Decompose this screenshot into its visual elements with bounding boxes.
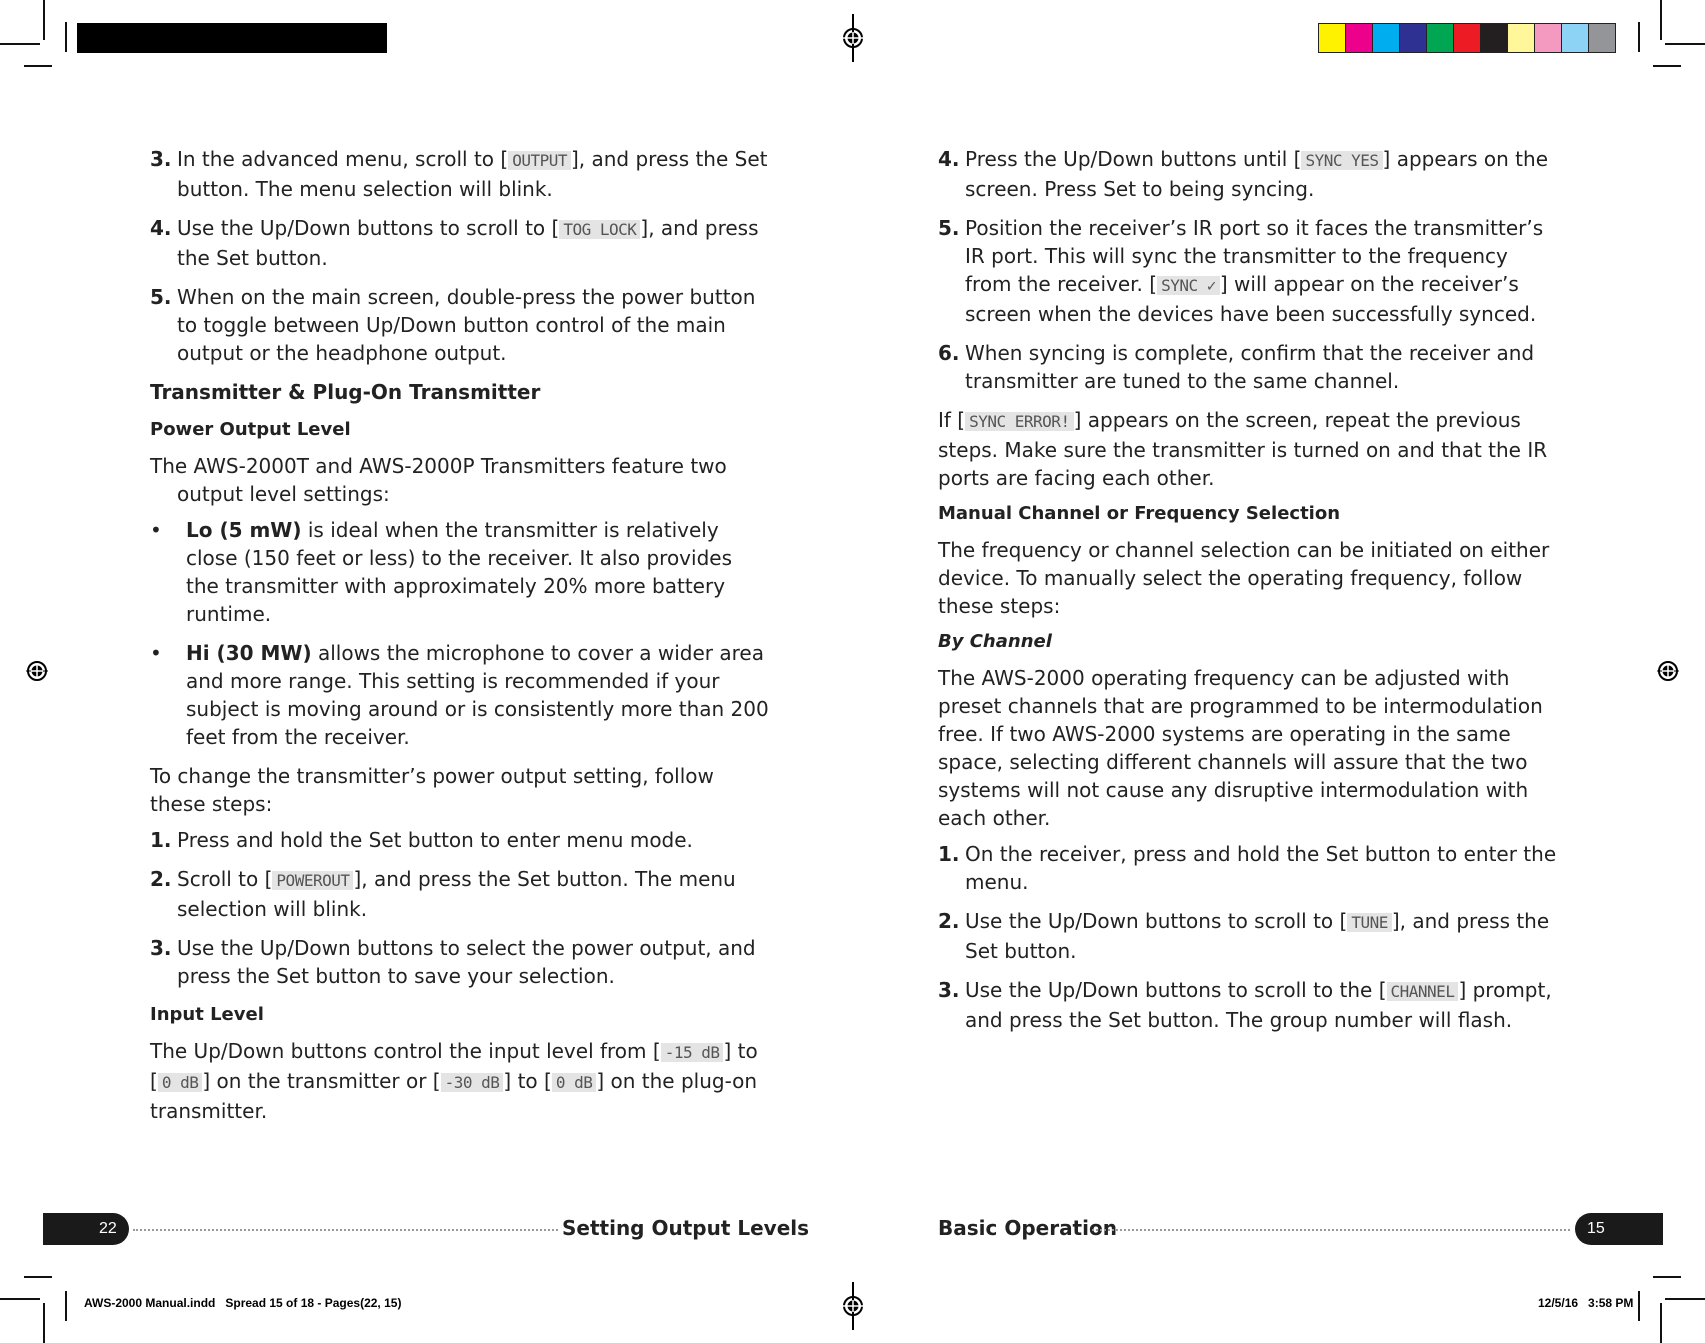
lcd-text: SYNC ✓ bbox=[1157, 276, 1220, 295]
lcd-text: 0 dB bbox=[158, 1073, 203, 1092]
paragraph: The frequency or channel selection can be initiated on either device. To manually select the operating frequency, follow these steps: bbox=[938, 538, 1550, 618]
color-swatch bbox=[1454, 24, 1481, 52]
lcd-text: TUNE bbox=[1347, 913, 1392, 932]
footer-title: Basic Operation bbox=[938, 1216, 1117, 1240]
list-item: 4. Use the Up/Down buttons to scroll to [ TOG LOCK ], and press the Set button. bbox=[150, 216, 759, 270]
paragraph: If [ SYNC ERROR! ] appears on the screen, repeat the previous steps. Make sure the transmitter is turned on and that the IR ports are facing each other. bbox=[938, 408, 1548, 490]
list-item: 1. Press and hold the Set button to enter menu mode. bbox=[150, 828, 693, 852]
crop-mark bbox=[1665, 43, 1705, 45]
crop-mark bbox=[1660, 0, 1662, 40]
subsection-heading: Manual Channel or Frequency Selection bbox=[938, 503, 1341, 524]
lcd-text: -30 dB bbox=[441, 1073, 504, 1092]
color-swatch bbox=[1589, 24, 1615, 52]
crop-mark bbox=[1653, 65, 1681, 67]
footer-title: Setting Output Levels bbox=[562, 1216, 810, 1240]
color-bar bbox=[1318, 23, 1616, 53]
crop-mark bbox=[1665, 1298, 1705, 1300]
lcd-text: 0 dB bbox=[552, 1073, 597, 1092]
color-swatch bbox=[1508, 24, 1535, 52]
crop-mark bbox=[1638, 1291, 1640, 1321]
leader-dots bbox=[1092, 1229, 1570, 1231]
subsection-heading: By Channel bbox=[938, 631, 1052, 652]
leader-dots bbox=[133, 1229, 558, 1231]
lcd-text: TOG LOCK bbox=[559, 220, 640, 239]
registration-mark-icon bbox=[1657, 660, 1679, 682]
paragraph: To change the transmitter’s power output setting, follow these steps: bbox=[150, 764, 714, 816]
registration-mark-icon bbox=[842, 14, 864, 62]
left-page bbox=[150, 145, 770, 1133]
registration-mark-icon bbox=[26, 660, 48, 682]
list-item: 3. In the advanced menu, scroll to [ OUTPUT ], and press the Set button. The menu selection will blink. bbox=[150, 147, 768, 201]
right-page bbox=[938, 145, 1558, 1045]
slug-info: AWS-2000 Manual.indd Spread 15 of 18 - Pages(22, 15) bbox=[84, 1296, 402, 1310]
subsection-heading: Power Output Level bbox=[150, 419, 351, 440]
section-heading: Transmitter & Plug-On Transmitter bbox=[150, 380, 541, 404]
crop-mark bbox=[65, 1291, 67, 1321]
lcd-text: OUTPUT bbox=[508, 151, 571, 170]
paragraph: The AWS-2000T and AWS-2000P Transmitters feature two output level settings: bbox=[150, 454, 727, 506]
color-swatch bbox=[1562, 24, 1589, 52]
list-item: 6. When syncing is complete, confirm that the receiver and transmitter are tuned to the same channel. bbox=[938, 341, 1535, 393]
paragraph: The AWS-2000 operating frequency can be adjusted with preset channels that are programmed to be intermodulation free. If two AWS-2000 systems are operating in the same space, selecting different channels will assure that the two systems will not cause any disruptive intermodulation with each other. bbox=[938, 666, 1543, 830]
color-swatch bbox=[1535, 24, 1562, 52]
color-swatch bbox=[1346, 24, 1373, 52]
lcd-text: -15 dB bbox=[661, 1043, 724, 1062]
lcd-text: SYNC YES bbox=[1301, 151, 1382, 170]
slug-timestamp: 12/5/16 3:58 PM bbox=[1538, 1296, 1634, 1310]
crop-mark bbox=[1660, 1303, 1662, 1343]
subsection-heading: Input Level bbox=[150, 1004, 264, 1025]
crop-mark bbox=[43, 0, 45, 40]
crop-mark bbox=[0, 43, 40, 45]
color-swatch bbox=[1427, 24, 1454, 52]
list-item: 5. When on the main screen, double-press the power button to toggle between Up/Down button control of the main output or the headphone output. bbox=[150, 285, 756, 365]
crop-mark bbox=[65, 22, 67, 52]
list-item: 2. Use the Up/Down buttons to scroll to [ TUNE ], and press the Set button. bbox=[938, 909, 1550, 963]
page-number: 22 bbox=[43, 1213, 129, 1245]
lcd-text: CHANNEL bbox=[1387, 982, 1459, 1001]
crop-mark bbox=[24, 1276, 52, 1278]
page-number: 15 bbox=[1575, 1213, 1663, 1245]
bullet-item: • Lo (5 mW) is ideal when the transmitter is relatively close (150 feet or less) to the receiver. It also provides the transmitter with approximately 20% more battery runtime. bbox=[150, 518, 732, 626]
crop-mark bbox=[1653, 1276, 1681, 1278]
list-item: 4. Press the Up/Down buttons until [ SYNC YES ] appears on the screen. Press Set to being syncing. bbox=[938, 147, 1549, 201]
crop-mark bbox=[0, 1298, 40, 1300]
registration-mark-icon bbox=[842, 1282, 864, 1330]
bullet-icon: • bbox=[150, 641, 162, 665]
color-swatch bbox=[1319, 24, 1346, 52]
crop-mark bbox=[43, 1303, 45, 1343]
color-swatch bbox=[1400, 24, 1427, 52]
crop-mark bbox=[24, 65, 52, 67]
lcd-text: SYNC ERROR! bbox=[965, 412, 1073, 431]
list-item: 5. Position the receiver’s IR port so it faces the transmitter’s IR port. This will sync the transmitter to the frequency from the receiver. [ SYNC ✓ ] will appear on the receiver’s screen when the devices have been successfully synced. bbox=[938, 216, 1544, 326]
slug-bar bbox=[77, 23, 387, 53]
list-item: 3. Use the Up/Down buttons to select the power output, and press the Set button to save your selection. bbox=[150, 936, 756, 988]
paragraph: The Up/Down buttons control the input level from [ -15 dB ] to [ 0 dB ] on the transmitter or [ -30 dB ] to [ 0 dB ] on the plug-on transmitter. bbox=[150, 1039, 758, 1123]
list-item: 1. On the receiver, press and hold the Set button to enter the menu. bbox=[938, 842, 1557, 894]
list-item: 2. Scroll to [ POWEROUT ], and press the Set button. The menu selection will blink. bbox=[150, 867, 736, 921]
lcd-text: POWEROUT bbox=[272, 871, 353, 890]
crop-mark bbox=[1638, 22, 1640, 52]
list-item: 3. Use the Up/Down buttons to scroll to the [ CHANNEL ] prompt, and press the Set button. The group number will flash. bbox=[938, 978, 1552, 1032]
bullet-item: • Hi (30 MW) allows the microphone to cover a wider area and more range. This setting is recommended if your subject is moving around or is consistently more than 200 feet from the receiver. bbox=[150, 641, 769, 749]
color-swatch bbox=[1481, 24, 1508, 52]
bullet-icon: • bbox=[150, 518, 162, 542]
color-swatch bbox=[1373, 24, 1400, 52]
